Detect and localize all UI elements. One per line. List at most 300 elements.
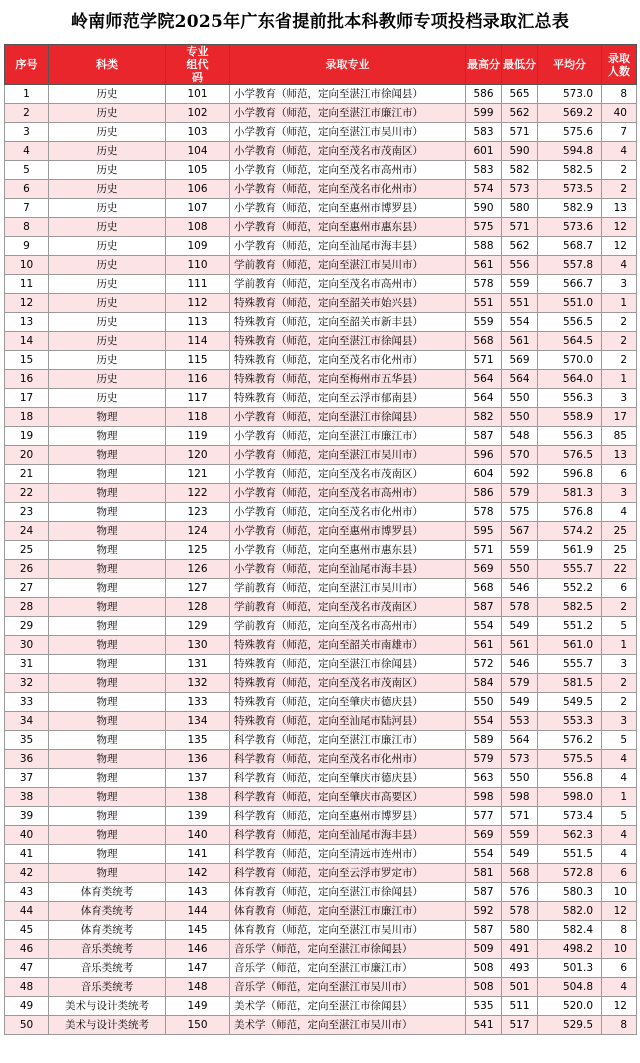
cell-count: 4	[602, 769, 637, 788]
cell-seq: 41	[5, 845, 49, 864]
cell-code: 110	[166, 256, 230, 275]
cell-category: 美术与设计类统考	[49, 997, 166, 1016]
cell-code: 131	[166, 655, 230, 674]
cell-seq: 36	[5, 750, 49, 769]
table-row	[5, 845, 637, 864]
cell-count: 12	[602, 902, 637, 921]
header-max: 最高分	[466, 45, 502, 85]
cell-major: 科学教育（师范，定向至肇庆市高要区）	[230, 788, 466, 807]
cell-max: 595	[466, 522, 502, 541]
cell-min: 579	[502, 484, 538, 503]
cell-avg: 501.3	[538, 959, 602, 978]
cell-count: 8	[602, 85, 637, 104]
cell-category: 历史	[49, 218, 166, 237]
cell-count: 2	[602, 674, 637, 693]
table-row	[5, 902, 637, 921]
cell-avg: 558.9	[538, 408, 602, 427]
cell-count: 85	[602, 427, 637, 446]
cell-max: 571	[466, 351, 502, 370]
cell-seq: 46	[5, 940, 49, 959]
cell-min: 571	[502, 807, 538, 826]
cell-major: 特殊教育（师范，定向至梅州市五华县）	[230, 370, 466, 389]
cell-min: 549	[502, 845, 538, 864]
table-row	[5, 408, 637, 427]
cell-major: 特殊教育（师范，定向至韶关市南雄市）	[230, 636, 466, 655]
cell-avg: 575.5	[538, 750, 602, 769]
cell-major: 小学教育（师范，定向至惠州市惠东县）	[230, 218, 466, 237]
cell-max: 550	[466, 693, 502, 712]
table-row	[5, 940, 637, 959]
cell-count: 17	[602, 408, 637, 427]
cell-count: 13	[602, 199, 637, 218]
cell-min: 580	[502, 921, 538, 940]
cell-major: 学前教育（师范，定向至湛江市吴川市）	[230, 256, 466, 275]
cell-min: 559	[502, 826, 538, 845]
cell-major: 小学教育（师范，定向至惠州市博罗县）	[230, 199, 466, 218]
cell-code: 103	[166, 123, 230, 142]
cell-max: 581	[466, 864, 502, 883]
cell-category: 体育类统考	[49, 902, 166, 921]
table-row	[5, 921, 637, 940]
cell-min: 598	[502, 788, 538, 807]
cell-seq: 9	[5, 237, 49, 256]
cell-major: 小学教育（师范，定向至茂名市高州市）	[230, 484, 466, 503]
cell-avg: 549.5	[538, 693, 602, 712]
cell-category: 物理	[49, 693, 166, 712]
cell-max: 582	[466, 408, 502, 427]
cell-count: 1	[602, 370, 637, 389]
cell-max: 509	[466, 940, 502, 959]
cell-category: 历史	[49, 351, 166, 370]
cell-min: 567	[502, 522, 538, 541]
cell-code: 134	[166, 712, 230, 731]
cell-category: 历史	[49, 332, 166, 351]
cell-code: 107	[166, 199, 230, 218]
cell-min: 562	[502, 237, 538, 256]
cell-seq: 30	[5, 636, 49, 655]
cell-code: 124	[166, 522, 230, 541]
header-min: 最低分	[502, 45, 538, 85]
cell-max: 561	[466, 636, 502, 655]
cell-code: 130	[166, 636, 230, 655]
cell-major: 体育教育（师范，定向至湛江市徐闻县）	[230, 883, 466, 902]
cell-max: 551	[466, 294, 502, 313]
cell-avg: 556.5	[538, 313, 602, 332]
cell-code: 115	[166, 351, 230, 370]
cell-code: 108	[166, 218, 230, 237]
cell-category: 物理	[49, 674, 166, 693]
table-row	[5, 731, 637, 750]
cell-category: 物理	[49, 598, 166, 617]
cell-max: 564	[466, 389, 502, 408]
cell-seq: 18	[5, 408, 49, 427]
cell-count: 3	[602, 275, 637, 294]
cell-max: 587	[466, 883, 502, 902]
table-row	[5, 579, 637, 598]
cell-seq: 10	[5, 256, 49, 275]
cell-seq: 39	[5, 807, 49, 826]
cell-min: 546	[502, 655, 538, 674]
table-row	[5, 351, 637, 370]
cell-max: 578	[466, 503, 502, 522]
cell-major: 科学教育（师范，定向至汕尾市海丰县）	[230, 826, 466, 845]
cell-avg: 552.2	[538, 579, 602, 598]
cell-avg: 576.5	[538, 446, 602, 465]
cell-seq: 14	[5, 332, 49, 351]
cell-min: 546	[502, 579, 538, 598]
cell-max: 554	[466, 845, 502, 864]
cell-min: 501	[502, 978, 538, 997]
cell-min: 553	[502, 712, 538, 731]
header-code	[166, 45, 230, 85]
cell-min: 549	[502, 693, 538, 712]
cell-code: 112	[166, 294, 230, 313]
cell-avg: 573.0	[538, 85, 602, 104]
cell-seq: 28	[5, 598, 49, 617]
cell-count: 7	[602, 123, 637, 142]
cell-avg: 582.9	[538, 199, 602, 218]
cell-code: 113	[166, 313, 230, 332]
cell-count: 13	[602, 446, 637, 465]
cell-avg: 573.4	[538, 807, 602, 826]
cell-avg: 582.4	[538, 921, 602, 940]
cell-count: 5	[602, 617, 637, 636]
cell-count: 6	[602, 579, 637, 598]
cell-seq: 6	[5, 180, 49, 199]
cell-max: 561	[466, 256, 502, 275]
cell-seq: 22	[5, 484, 49, 503]
table-row	[5, 636, 637, 655]
cell-code: 145	[166, 921, 230, 940]
cell-seq: 33	[5, 693, 49, 712]
cell-major: 特殊教育（师范，定向至肇庆市德庆县）	[230, 693, 466, 712]
cell-major: 学前教育（师范，定向至茂名市高州市）	[230, 275, 466, 294]
cell-count: 2	[602, 332, 637, 351]
cell-code: 136	[166, 750, 230, 769]
cell-code: 140	[166, 826, 230, 845]
table-row	[5, 541, 637, 560]
cell-avg: 572.8	[538, 864, 602, 883]
cell-avg: 504.8	[538, 978, 602, 997]
cell-code: 141	[166, 845, 230, 864]
cell-major: 小学教育（师范，定向至茂名市化州市）	[230, 503, 466, 522]
cell-code: 102	[166, 104, 230, 123]
cell-max: 572	[466, 655, 502, 674]
cell-min: 579	[502, 674, 538, 693]
cell-category: 物理	[49, 427, 166, 446]
cell-category: 历史	[49, 237, 166, 256]
table-row	[5, 522, 637, 541]
cell-max: 583	[466, 123, 502, 142]
cell-min: 550	[502, 560, 538, 579]
header-seq: 序号	[5, 45, 49, 85]
cell-category: 物理	[49, 788, 166, 807]
cell-category: 历史	[49, 161, 166, 180]
cell-category: 历史	[49, 142, 166, 161]
cell-major: 科学教育（师范，定向至惠州市博罗县）	[230, 807, 466, 826]
cell-major: 特殊教育（师范，定向至云浮市郁南县）	[230, 389, 466, 408]
cell-seq: 21	[5, 465, 49, 484]
table-body	[5, 85, 637, 1035]
cell-seq: 20	[5, 446, 49, 465]
cell-max: 554	[466, 617, 502, 636]
cell-category: 历史	[49, 85, 166, 104]
cell-seq: 2	[5, 104, 49, 123]
cell-major: 美术学（师范，定向至湛江市吴川市）	[230, 1016, 466, 1035]
cell-avg: 568.7	[538, 237, 602, 256]
cell-category: 物理	[49, 522, 166, 541]
cell-min: 578	[502, 902, 538, 921]
cell-count: 22	[602, 560, 637, 579]
cell-avg: 557.8	[538, 256, 602, 275]
cell-major: 科学教育（师范，定向至茂名市化州市）	[230, 750, 466, 769]
cell-max: 575	[466, 218, 502, 237]
cell-category: 物理	[49, 845, 166, 864]
cell-major: 特殊教育（师范，定向至茂名市茂南区）	[230, 674, 466, 693]
cell-seq: 4	[5, 142, 49, 161]
header-count	[602, 45, 637, 85]
cell-min: 571	[502, 218, 538, 237]
cell-min: 565	[502, 85, 538, 104]
cell-min: 551	[502, 294, 538, 313]
cell-code: 142	[166, 864, 230, 883]
cell-count: 1	[602, 788, 637, 807]
table-row	[5, 769, 637, 788]
cell-major: 科学教育（师范，定向至清远市连州市）	[230, 845, 466, 864]
cell-max: 571	[466, 541, 502, 560]
cell-count: 2	[602, 161, 637, 180]
cell-avg: 566.7	[538, 275, 602, 294]
cell-category: 历史	[49, 313, 166, 332]
cell-seq: 1	[5, 85, 49, 104]
header-major: 录取专业	[230, 45, 466, 85]
cell-major: 小学教育（师范，定向至汕尾市海丰县）	[230, 560, 466, 579]
cell-min: 517	[502, 1016, 538, 1035]
cell-seq: 19	[5, 427, 49, 446]
cell-category: 物理	[49, 712, 166, 731]
cell-max: 569	[466, 826, 502, 845]
cell-major: 学前教育（师范，定向至湛江市吴川市）	[230, 579, 466, 598]
table-row	[5, 617, 637, 636]
cell-avg: 574.2	[538, 522, 602, 541]
cell-code: 138	[166, 788, 230, 807]
cell-count: 12	[602, 237, 637, 256]
cell-max: 586	[466, 85, 502, 104]
cell-major: 小学教育（师范，定向至湛江市廉江市）	[230, 104, 466, 123]
cell-avg: 564.5	[538, 332, 602, 351]
table-row	[5, 484, 637, 503]
cell-major: 小学教育（师范，定向至湛江市吴川市）	[230, 446, 466, 465]
cell-category: 历史	[49, 256, 166, 275]
table-row	[5, 180, 637, 199]
cell-min: 573	[502, 180, 538, 199]
cell-category: 物理	[49, 617, 166, 636]
cell-category: 历史	[49, 389, 166, 408]
cell-code: 147	[166, 959, 230, 978]
cell-min: 559	[502, 275, 538, 294]
table-header-row	[5, 45, 637, 85]
cell-category: 物理	[49, 579, 166, 598]
cell-avg: 555.7	[538, 655, 602, 674]
cell-code: 133	[166, 693, 230, 712]
table-row	[5, 275, 637, 294]
cell-major: 特殊教育（师范，定向至湛江市徐闻县）	[230, 655, 466, 674]
header-count-text: 录取人数	[608, 51, 630, 78]
cell-avg: 564.0	[538, 370, 602, 389]
cell-category: 物理	[49, 864, 166, 883]
cell-avg: 570.0	[538, 351, 602, 370]
cell-max: 599	[466, 104, 502, 123]
cell-category: 物理	[49, 807, 166, 826]
table-row	[5, 655, 637, 674]
cell-seq: 44	[5, 902, 49, 921]
table-row	[5, 85, 637, 104]
cell-count: 4	[602, 503, 637, 522]
cell-seq: 8	[5, 218, 49, 237]
cell-avg: 594.8	[538, 142, 602, 161]
cell-count: 25	[602, 541, 637, 560]
cell-category: 音乐类统考	[49, 978, 166, 997]
cell-max: 568	[466, 579, 502, 598]
cell-seq: 17	[5, 389, 49, 408]
admission-summary-table	[4, 44, 637, 1035]
cell-code: 126	[166, 560, 230, 579]
cell-avg: 582.0	[538, 902, 602, 921]
cell-count: 2	[602, 351, 637, 370]
table-row	[5, 674, 637, 693]
cell-major: 特殊教育（师范，定向至湛江市徐闻县）	[230, 332, 466, 351]
cell-code: 128	[166, 598, 230, 617]
cell-count: 2	[602, 180, 637, 199]
cell-category: 物理	[49, 446, 166, 465]
cell-avg: 561.0	[538, 636, 602, 655]
cell-count: 8	[602, 1016, 637, 1035]
header-category: 科类	[49, 45, 166, 85]
cell-code: 129	[166, 617, 230, 636]
cell-code: 105	[166, 161, 230, 180]
cell-code: 150	[166, 1016, 230, 1035]
cell-min: 556	[502, 256, 538, 275]
cell-count: 4	[602, 978, 637, 997]
cell-count: 40	[602, 104, 637, 123]
cell-seq: 43	[5, 883, 49, 902]
cell-category: 物理	[49, 731, 166, 750]
cell-avg: 529.5	[538, 1016, 602, 1035]
cell-category: 历史	[49, 180, 166, 199]
table-row	[5, 313, 637, 332]
cell-seq: 15	[5, 351, 49, 370]
cell-min: 550	[502, 769, 538, 788]
cell-max: 578	[466, 275, 502, 294]
cell-count: 8	[602, 921, 637, 940]
cell-category: 物理	[49, 560, 166, 579]
cell-major: 小学教育（师范，定向至湛江市徐闻县）	[230, 408, 466, 427]
cell-avg: 573.6	[538, 218, 602, 237]
table-row	[5, 465, 637, 484]
cell-max: 598	[466, 788, 502, 807]
cell-min: 580	[502, 199, 538, 218]
cell-seq: 24	[5, 522, 49, 541]
cell-max: 541	[466, 1016, 502, 1035]
cell-seq: 5	[5, 161, 49, 180]
cell-category: 物理	[49, 750, 166, 769]
cell-avg: 582.5	[538, 161, 602, 180]
cell-max: 577	[466, 807, 502, 826]
cell-max: 584	[466, 674, 502, 693]
cell-min: 568	[502, 864, 538, 883]
cell-count: 4	[602, 750, 637, 769]
cell-max: 574	[466, 180, 502, 199]
cell-major: 音乐学（师范，定向至湛江市吴川市）	[230, 978, 466, 997]
cell-min: 575	[502, 503, 538, 522]
cell-count: 4	[602, 826, 637, 845]
cell-code: 123	[166, 503, 230, 522]
cell-min: 561	[502, 332, 538, 351]
cell-major: 小学教育（师范，定向至茂名市茂南区）	[230, 142, 466, 161]
cell-major: 科学教育（师范，定向至湛江市廉江市）	[230, 731, 466, 750]
cell-count: 2	[602, 598, 637, 617]
cell-seq: 13	[5, 313, 49, 332]
cell-avg: 573.5	[538, 180, 602, 199]
cell-category: 物理	[49, 465, 166, 484]
cell-seq: 16	[5, 370, 49, 389]
cell-count: 10	[602, 940, 637, 959]
cell-avg: 582.5	[538, 598, 602, 617]
cell-max: 604	[466, 465, 502, 484]
cell-min: 559	[502, 541, 538, 560]
table-row	[5, 1016, 637, 1035]
cell-min: 564	[502, 731, 538, 750]
cell-major: 小学教育（师范，定向至茂名市化州市）	[230, 180, 466, 199]
cell-category: 历史	[49, 123, 166, 142]
cell-max: 587	[466, 598, 502, 617]
table-row	[5, 256, 637, 275]
table-row	[5, 883, 637, 902]
table-row	[5, 712, 637, 731]
cell-count: 4	[602, 142, 637, 161]
cell-category: 历史	[49, 294, 166, 313]
cell-seq: 31	[5, 655, 49, 674]
cell-min: 590	[502, 142, 538, 161]
cell-min: 550	[502, 408, 538, 427]
cell-code: 146	[166, 940, 230, 959]
cell-major: 体育教育（师范，定向至湛江市廉江市）	[230, 902, 466, 921]
cell-major: 科学教育（师范，定向至肇庆市德庆县）	[230, 769, 466, 788]
cell-count: 5	[602, 731, 637, 750]
table-row	[5, 807, 637, 826]
cell-avg: 556.8	[538, 769, 602, 788]
cell-min: 550	[502, 389, 538, 408]
cell-count: 3	[602, 389, 637, 408]
cell-category: 物理	[49, 484, 166, 503]
table-row	[5, 142, 637, 161]
cell-min: 573	[502, 750, 538, 769]
cell-max: 568	[466, 332, 502, 351]
table-row	[5, 294, 637, 313]
cell-category: 历史	[49, 275, 166, 294]
table-row	[5, 237, 637, 256]
cell-major: 小学教育（师范，定向至湛江市吴川市）	[230, 123, 466, 142]
cell-code: 122	[166, 484, 230, 503]
cell-count: 10	[602, 883, 637, 902]
cell-avg: 576.8	[538, 503, 602, 522]
cell-seq: 47	[5, 959, 49, 978]
cell-min: 578	[502, 598, 538, 617]
table-row	[5, 750, 637, 769]
cell-count: 1	[602, 636, 637, 655]
cell-major: 特殊教育（师范，定向至韶关市始兴县）	[230, 294, 466, 313]
cell-max: 564	[466, 370, 502, 389]
